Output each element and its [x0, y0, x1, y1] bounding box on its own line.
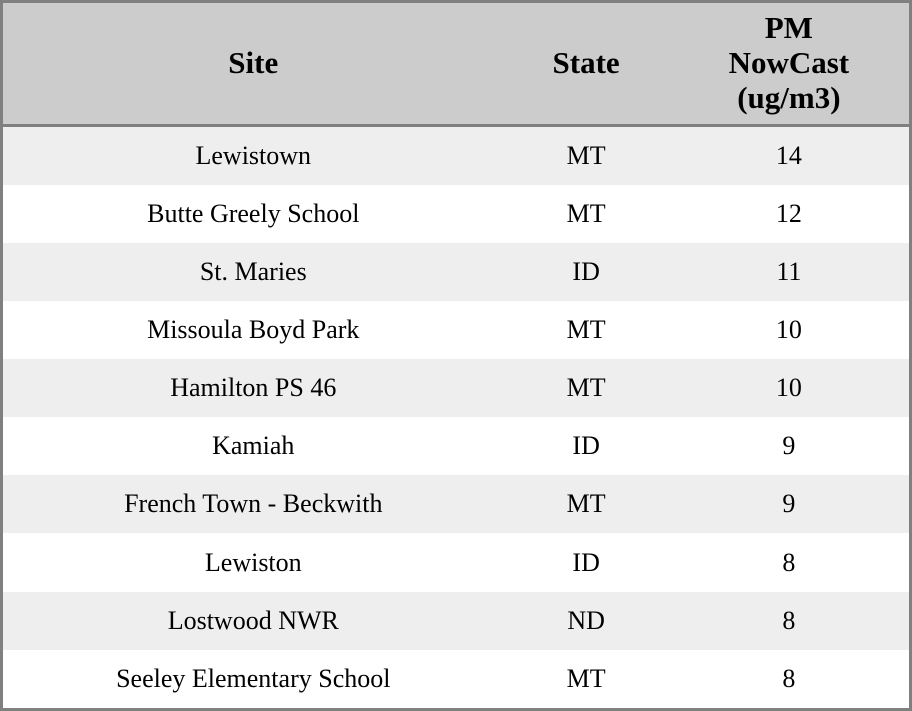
table-row — [3, 592, 909, 650]
cell-site: Missoula Boyd Park — [3, 301, 504, 359]
cell-state: MT — [504, 359, 669, 417]
cell-pm: 10 — [669, 359, 909, 417]
cell-pm: 12 — [669, 185, 909, 243]
cell-pm: 10 — [669, 301, 909, 359]
cell-pm: 9 — [669, 417, 909, 475]
cell-state: MT — [504, 125, 669, 185]
cell-pm: 8 — [669, 592, 909, 650]
table-row — [3, 417, 909, 475]
table-row — [3, 243, 909, 301]
cell-state: MT — [504, 475, 669, 533]
cell-pm: 9 — [669, 475, 909, 533]
table-row — [3, 301, 909, 359]
cell-pm: 8 — [669, 650, 909, 708]
cell-state: ID — [504, 533, 669, 591]
cell-site: Butte Greely School — [3, 185, 504, 243]
column-header-pm-line1: PM — [764, 10, 813, 46]
table-row — [3, 650, 909, 708]
table-row — [3, 125, 909, 185]
table-row — [3, 475, 909, 533]
cell-site: Seeley Elementary School — [3, 650, 504, 708]
table-row — [3, 185, 909, 243]
cell-state: MT — [504, 301, 669, 359]
table-header-row — [3, 3, 909, 125]
cell-site: Kamiah — [3, 417, 504, 475]
table-body — [3, 125, 909, 708]
column-header-state: State — [504, 3, 669, 125]
column-header-pm-line3: (ug/m3) — [737, 79, 841, 115]
cell-site: French Town - Beckwith — [3, 475, 504, 533]
pm-nowcast-table — [3, 3, 909, 708]
cell-site: Lewistown — [3, 125, 504, 185]
table-header — [3, 3, 909, 125]
cell-state: MT — [504, 185, 669, 243]
cell-site: Lostwood NWR — [3, 592, 504, 650]
cell-state: MT — [504, 650, 669, 708]
cell-pm: 14 — [669, 125, 909, 185]
cell-site: St. Maries — [3, 243, 504, 301]
cell-state: ID — [504, 417, 669, 475]
column-header-site: Site — [3, 3, 504, 125]
cell-state: ID — [504, 243, 669, 301]
column-header-pm-line2: NowCast — [728, 44, 850, 80]
cell-pm: 11 — [669, 243, 909, 301]
cell-pm: 8 — [669, 533, 909, 591]
cell-site: Lewiston — [3, 533, 504, 591]
cell-state: ND — [504, 592, 669, 650]
table-row — [3, 359, 909, 417]
cell-site: Hamilton PS 46 — [3, 359, 504, 417]
table-row — [3, 533, 909, 591]
column-header-pm-nowcast — [669, 3, 909, 125]
